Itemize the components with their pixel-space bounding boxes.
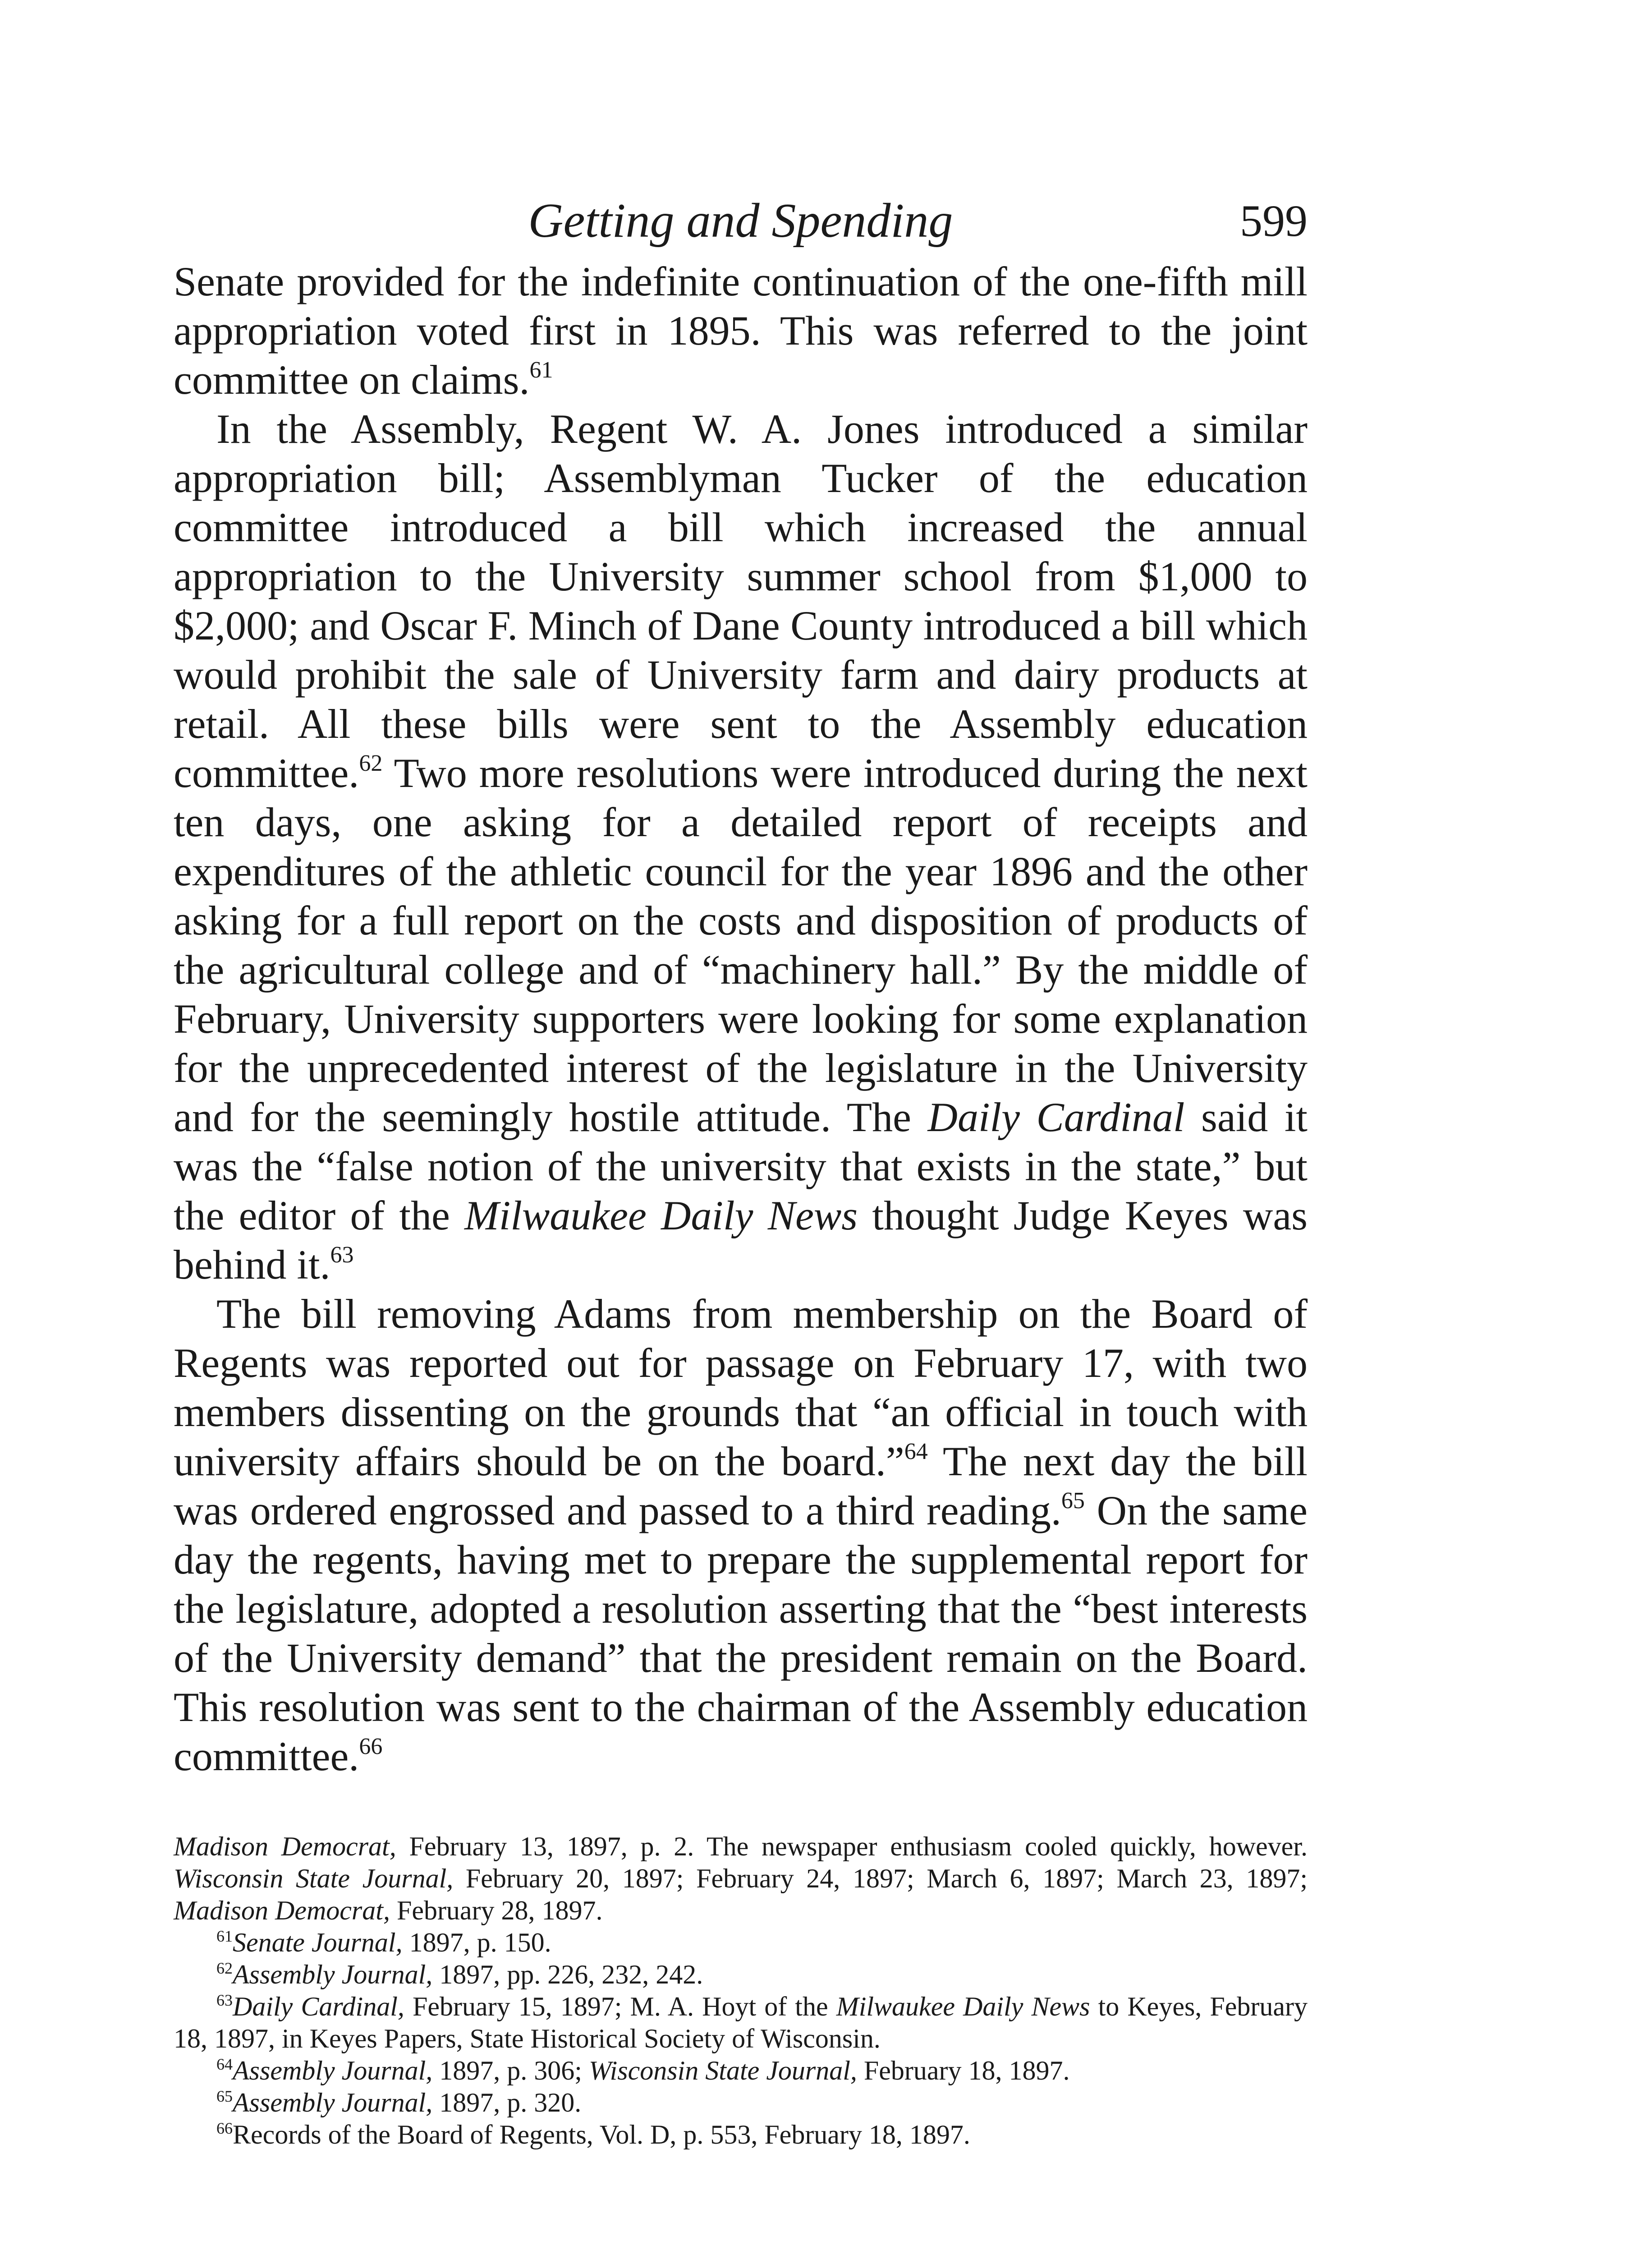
footnote-ref: 66 (359, 1734, 383, 1759)
publication-title: Wisconsin State Journal, (588, 2056, 857, 2085)
paragraph-text: In the Assembly, Regent W. A. Jones introduced a similar appropriation bill; Assemblyman Tucker of the education committee introduced a bill which increased the annual appropriation to the University summer school from $1,000 to $2,000; and Oscar F. Minch of Dane County introduced a bill which would prohibit the sale of University farm and dairy products at retail. All these bills were sent to the Assembly education committee. (174, 406, 1308, 796)
paragraph-3 (174, 1289, 1308, 1781)
footnote-text: 1897, p. 150. (402, 1928, 551, 1957)
paragraph-text: said it was the “false notion of the university that exists in the state,” but the editor of the (174, 1094, 1308, 1238)
paragraph-text: Senate provided for the indefinite continuation of the one-fifth mill appropriation voted first in 1895. This was referred to the joint committee on claims. (174, 258, 1308, 403)
publication-title: Assembly Journal, (233, 2056, 433, 2085)
body-text (174, 257, 1308, 1781)
publication-title: Madison Democrat, (174, 1832, 396, 1861)
footnotes (174, 1831, 1308, 2151)
publication-title: Madison Democrat, (174, 1896, 390, 1925)
footnote-number: 62 (216, 1959, 233, 1977)
footnote-66 (174, 2119, 1308, 2151)
footnote-continuation (174, 1831, 1308, 1927)
footnote-text: 1897, p. 320. (432, 2088, 582, 2117)
publication-title: Daily Cardinal, (233, 1992, 404, 2021)
footnote-text: February 28, 1897. (390, 1896, 603, 1925)
paragraph-text: Two more resolutions were introduced during the next ten days, one asking for a detailed report of receipts and expenditures of the athletic council for the year 1896 and the other asking for a full report on the costs and disposition of products of the agricultural college and of “machinery hall.” By the middle of February, University supporters were looking for some explanation for the unprecedented interest of the legislature in the University and for the seemingly hostile attitude. The (174, 750, 1308, 1140)
footnote-64 (174, 2055, 1308, 2087)
footnote-ref: 65 (1061, 1488, 1085, 1514)
paragraph-2 (174, 405, 1308, 1289)
publication-title: Wisconsin State Journal, (174, 1864, 454, 1893)
footnote-text: February 18, 1897. (857, 2056, 1070, 2085)
running-head (174, 189, 1308, 257)
paragraph-text: thought Judge Keyes was behind it. (174, 1192, 1308, 1288)
publication-title: Milwaukee Daily News (464, 1192, 858, 1238)
footnote-61 (174, 1927, 1308, 1959)
footnote-text: February 15, 1897; M. A. Hoyt of the (404, 1992, 836, 2021)
running-title: Getting and Spending (528, 194, 953, 248)
page-number: 599 (1240, 196, 1308, 246)
footnote-text: Records of the Board of Regents, Vol. D, p. 553, February 18, 1897. (233, 2120, 970, 2149)
footnote-text: 1897, p. 306; (432, 2056, 589, 2085)
footnote-text: 1897, pp. 226, 232, 242. (432, 1960, 703, 1989)
footnote-65 (174, 2087, 1308, 2119)
footnote-63 (174, 1991, 1308, 2055)
footnote-ref: 63 (330, 1242, 354, 1268)
book-page (174, 189, 1308, 2151)
footnote-ref: 64 (904, 1439, 928, 1464)
footnote-number: 64 (216, 2055, 233, 2073)
publication-title: Assembly Journal, (233, 2088, 433, 2117)
footnote-number: 63 (216, 1991, 233, 2009)
paragraph-1 (174, 257, 1308, 405)
footnote-number: 65 (216, 2087, 233, 2105)
footnote-text: February 13, 1897, p. 2. The newspaper enthusiasm cooled quickly, however. (396, 1832, 1308, 1861)
publication-title: Senate Journal, (233, 1928, 403, 1957)
footnote-number: 66 (216, 2119, 233, 2137)
paragraph-text: The bill removing Adams from membership on the Board of Regents was reported out for passage on February 17, with two members dissenting on the grounds that “an official in touch with university affairs should be on the board.” (174, 1291, 1308, 1484)
publication-title: Milwaukee Daily News (836, 1992, 1090, 2021)
publication-title: Daily Cardinal (927, 1094, 1185, 1140)
paragraph-text: On the same day the regents, having met to prepare the supplemental report for the legislature, adopted a resolution asserting that the “best interests of the University demand” that the president remain on the Board. This resolution was sent to the chairman of the Assembly education committee. (174, 1487, 1308, 1779)
publication-title: Assembly Journal, (233, 1960, 433, 1989)
footnote-ref: 61 (529, 357, 553, 383)
footnote-62 (174, 1959, 1308, 1991)
footnote-text: to Keyes, February 18, 1897, in Keyes Papers, State Historical Society of Wisconsin. (174, 1992, 1308, 2053)
paragraph-text: The next day the bill was ordered engrossed and passed to a third reading. (174, 1438, 1308, 1533)
footnote-ref: 62 (359, 750, 383, 776)
footnote-number: 61 (216, 1927, 233, 1945)
footnote-text: February 20, 1897; February 24, 1897; March 6, 1897; March 23, 1897; (453, 1864, 1308, 1893)
